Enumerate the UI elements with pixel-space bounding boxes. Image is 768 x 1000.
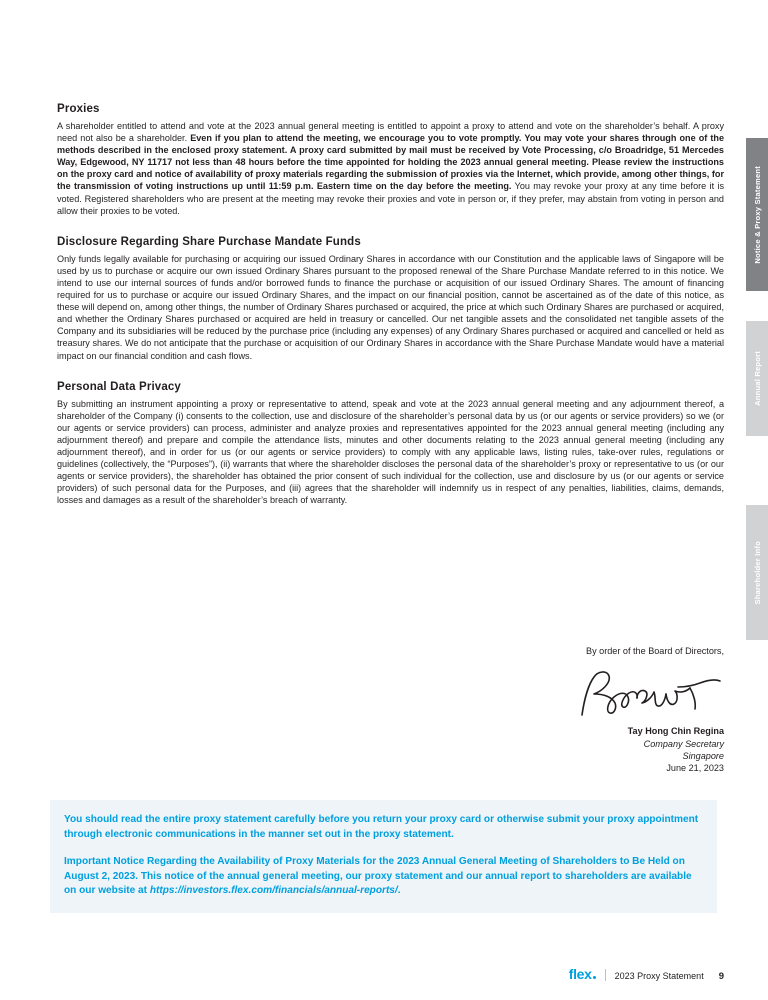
section-proxies: [57, 103, 724, 217]
document-body: [57, 103, 724, 525]
side-tab-shareholder-info[interactable]: [746, 505, 768, 640]
flex-logo-dot: [593, 976, 596, 979]
side-tab-label: Annual Report: [752, 351, 762, 406]
footer-divider: [605, 969, 606, 981]
section-heading: Disclosure Regarding Share Purchase Mandate Funds: [57, 235, 361, 248]
side-tab-notice-proxy-statement[interactable]: [746, 138, 768, 291]
callout-paragraph-1: You should read the entire proxy statement carefully before you return your proxy card or otherwise submit your proxy appointment through electronic communications in the manner set out in the proxy statement.: [64, 814, 699, 840]
board-closing-line: By order of the Board of Directors,: [586, 646, 724, 656]
flex-logo-text: flex: [568, 966, 592, 982]
flex-logo: [569, 966, 596, 982]
callout-paragraph-2: Important Notice Regarding the Availability of Proxy Materials for the 2023 Annual General Meeting of Shareholders to Be Held on August 2, 2023. This notice of the annual general meeting, our proxy statement and our annual report to shareholders are available on our website at https://investors.flex.com/financials/annual-reports/.: [64, 856, 692, 896]
signature-date: June 21, 2023: [666, 763, 724, 774]
section-personal-data-privacy: [57, 381, 724, 507]
section-share-purchase-mandate-funds: [57, 236, 724, 362]
proxy-statement-callout: [50, 800, 717, 913]
side-tab-label: Notice & Proxy Statement: [752, 165, 762, 264]
signature-block: [57, 645, 724, 775]
side-tab-annual-report[interactable]: [746, 321, 768, 436]
side-tab-label: Shareholder Info: [752, 540, 762, 605]
section-paragraph: By submitting an instrument appointing a proxy or representative to attend, speak and vote at the 2023 annual general meeting and any adjournment thereof, a shareholder of the Company (i) consents to the collection, use and disclosure of the shareholder’s personal data by us (or our agents or service providers) so we (or our agents or service providers) can process, administer and analyze proxies and representatives appointed for the 2023 annual general meeting (including any adjournment thereof) and prepare and compile the attendance lists, minutes and other documents relating to the 2023 annual general meeting (including any adjournment thereof), and in order for us (or our agents or service providers) to comply with any applicable laws, listing rules, take-over rules, regulations or guidelines (collectively, the “Purposes”), (ii) warrants that where the shareholder discloses the personal data of the shareholder’s proxy or representative to us (or our agents or service providers), the shareholder has obtained the prior consent of such individual for the collection, use and disclosure by us (or our agents or service providers) of such personal data for the Purposes, and (iii) agrees that the shareholder will indemnify us in respect of any penalties, liabilities, claims, demands, losses and damages as a result of the shareholder’s breach of warranty.: [57, 398, 724, 506]
handwritten-signature-icon: [57, 667, 724, 723]
footer-document-title: 2023 Proxy Statement: [614, 971, 704, 981]
section-tabs: [746, 0, 768, 1000]
section-paragraph: A shareholder entitled to attend and vote at the 2023 annual general meeting is entitled to appoint a proxy to attend and vote on the shareholder’s behalf. A proxy need not also be a shareholder. Even if you plan to attend the meeting, we encourage you to vote promptly. You may vote your shares through one of the methods described in the enclosed proxy statement. A proxy card submitted by mail must be received by Vote Processing, c/o Broadridge, 51 Mercedes Way, Edgewood, NY 11717 not less than 48 hours before the time appointed for holding the 2023 annual general meeting. Please review the instructions on the proxy card and notice of availability of proxy materials regarding the submission of proxies via the Internet, which provide, among other things, for the transmission of voting instructions up until 11:59 p.m. Eastern time on the day before the meeting. You may revoke your proxy at any time before it is voted. Registered shareholders who are present at the meeting may revoke their proxies and vote in person or, if they prefer, may abstain from voting in person and allow their proxies to be voted.: [57, 121, 725, 216]
signatory-place: Singapore: [682, 750, 724, 761]
section-heading: Personal Data Privacy: [57, 380, 181, 393]
signatory-name: Tay Hong Chin Regina: [627, 726, 724, 737]
page-number: 9: [718, 971, 724, 982]
section-paragraph: Only funds legally available for purchasing or acquiring our issued Ordinary Shares in accordance with our Constitution and the applicable laws of Singapore will be used by us to purchase or acquire our own issued Ordinary Shares pursuant to the proposed renewal of the Share Purchase Mandate referred to in this notice. We intend to use our internal sources of funds and/or borrowed funds to finance the purchase or acquisition of our issued Ordinary Shares. The amount of financing required for us to purchase or acquire our issued Ordinary Shares, and the impact on our financial position, cannot be ascertained as of the date of this notice, as these will depend on, among other things, the number of Ordinary Shares purchased or acquired, the price at which such Ordinary Shares are purchased or acquired, and whether the Ordinary Shares purchased or acquired are held in treasury or cancelled. Our net tangible assets and the consolidated net tangible assets of the Company and its subsidiaries will be reduced by the purchase price (including any expenses) of any Ordinary Shares purchased or acquired and cancelled or held as treasury shares. We do not anticipate that the purchase or acquisition of our Ordinary Shares in accordance with the Share Purchase Mandate would have a material impact on our financial condition and cash flows.: [57, 253, 724, 361]
signatory-role: Company Secretary: [643, 738, 724, 749]
section-heading: Proxies: [57, 103, 100, 115]
page-footer: [0, 960, 768, 982]
